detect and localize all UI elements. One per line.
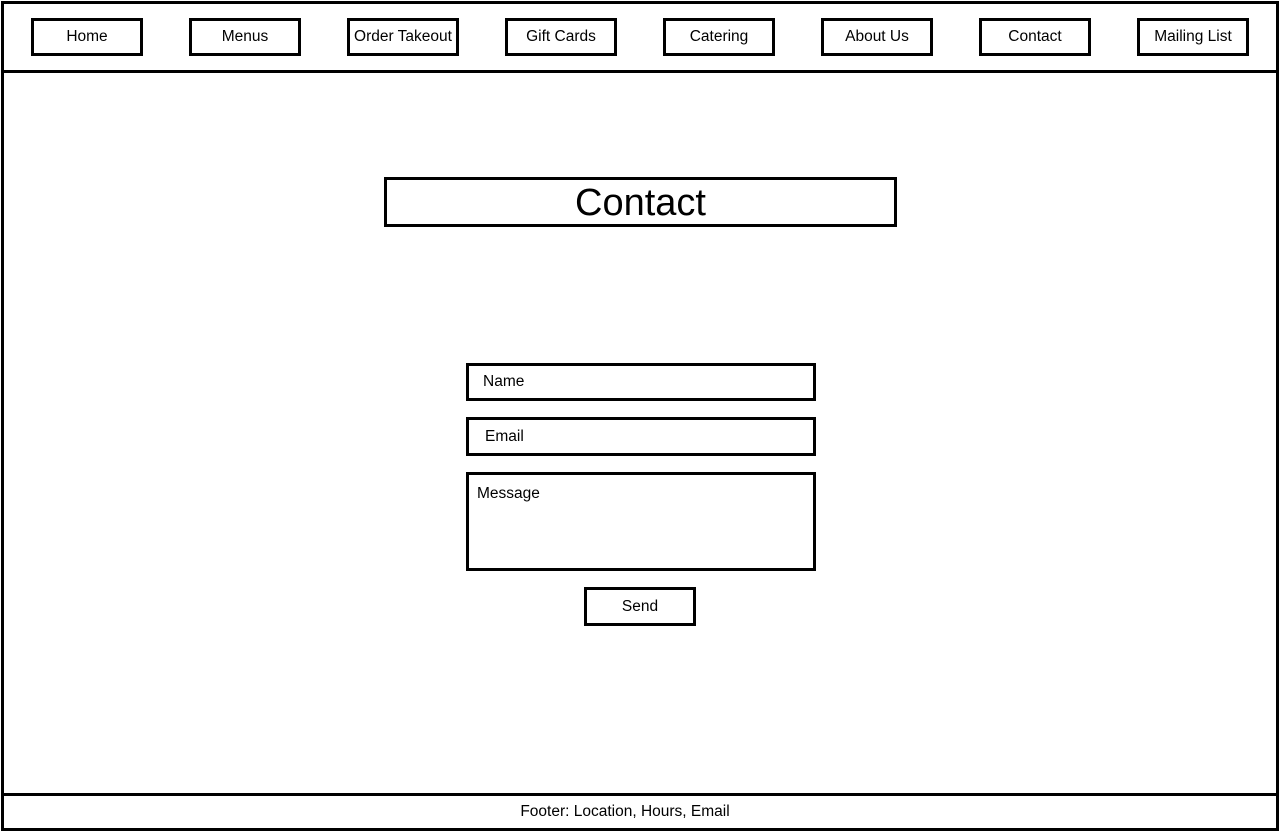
nav-order-takeout-button[interactable]: Order Takeout <box>347 18 459 56</box>
page-title: Contact <box>384 177 897 227</box>
main-content <box>4 73 1276 793</box>
send-button[interactable]: Send <box>584 587 696 626</box>
page-frame <box>1 1 1279 831</box>
nav-catering-button[interactable]: Catering <box>663 18 775 56</box>
nav-gift-cards-button[interactable]: Gift Cards <box>505 18 617 56</box>
email-input[interactable] <box>466 417 816 456</box>
nav-contact-button[interactable]: Contact <box>979 18 1091 56</box>
message-textarea[interactable] <box>466 472 816 571</box>
nav-home-button[interactable]: Home <box>31 18 143 56</box>
footer-text: Footer: Location, Hours, Email <box>520 803 730 820</box>
header-nav-bar <box>4 4 1276 73</box>
name-input[interactable] <box>466 363 816 401</box>
footer <box>4 793 1276 828</box>
nav-mailing-list-button[interactable]: Mailing List <box>1137 18 1249 56</box>
nav-menus-button[interactable]: Menus <box>189 18 301 56</box>
nav-about-us-button[interactable]: About Us <box>821 18 933 56</box>
